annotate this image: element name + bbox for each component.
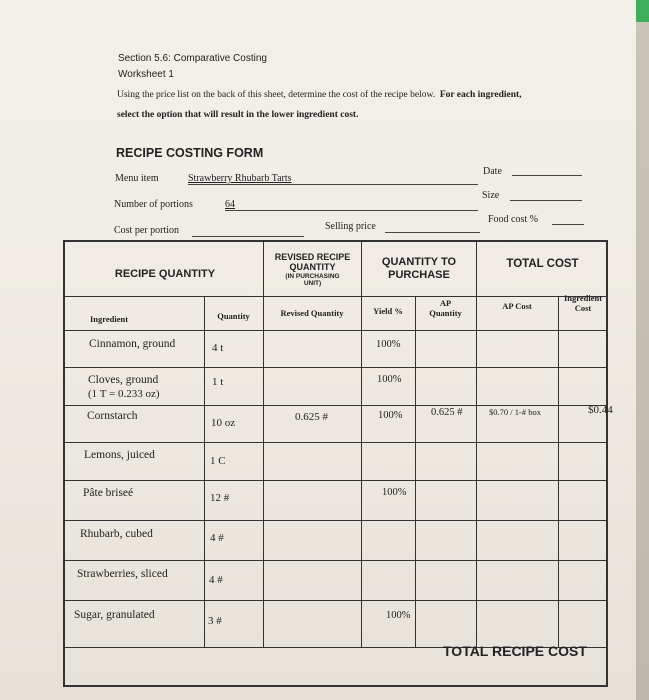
date-label: Date xyxy=(483,166,502,177)
row-ingredient: Cornstarch xyxy=(87,410,138,422)
col-revised-quantity: Revised Quantity xyxy=(280,308,344,318)
row-quantity: 10 oz xyxy=(211,417,236,429)
grid-line xyxy=(63,442,608,443)
row-ingredient: Strawberries, sliced xyxy=(77,568,168,580)
row-ap-cost: $0.70 / 1-# box xyxy=(489,407,541,417)
col-ingredient-cost: Ingredient Cost xyxy=(563,293,603,313)
selling-price-underline xyxy=(385,232,480,233)
header-recipe-quantity: RECIPE QUANTITY xyxy=(114,268,216,280)
size-underline xyxy=(510,200,582,201)
grid-line xyxy=(263,240,264,647)
portions-value: 64 xyxy=(225,199,235,210)
page-edge xyxy=(636,0,649,700)
row-ingredient-cost: $0.44 xyxy=(588,404,613,416)
size-label: Size xyxy=(482,190,500,201)
row-ap-quantity: 0.625 # xyxy=(431,407,463,418)
row-quantity: 1 C xyxy=(210,455,226,467)
grid-line xyxy=(63,296,608,297)
col-ingredient: Ingredient xyxy=(90,314,129,324)
col-yield: Yield % xyxy=(373,306,403,316)
row-yield: 100% xyxy=(376,339,401,350)
cost-per-portion-underline xyxy=(192,236,304,237)
food-cost-label: Food cost % xyxy=(488,214,538,225)
row-quantity: 4 # xyxy=(209,574,223,586)
food-cost-underline xyxy=(552,224,584,225)
row-ingredient: Lemons, juiced xyxy=(84,449,155,461)
row-quantity: 3 # xyxy=(208,615,222,627)
total-recipe-cost-label: TOTAL RECIPE COST xyxy=(443,643,587,659)
row-quantity: 12 # xyxy=(210,492,230,504)
menu-item-value: Strawberry Rhubarb Tarts xyxy=(188,173,292,184)
grid-line xyxy=(415,296,416,647)
row-ingredient-note: (1 T = 0.233 oz) xyxy=(88,388,160,400)
row-yield: 100% xyxy=(386,610,411,621)
row-quantity: 4 # xyxy=(210,532,224,544)
date-underline xyxy=(512,175,582,176)
grid-line xyxy=(63,330,608,331)
row-ingredient: Sugar, granulated xyxy=(74,609,155,621)
row-yield: 100% xyxy=(377,374,402,385)
row-quantity: 1 t xyxy=(212,376,224,388)
row-yield: 100% xyxy=(378,410,403,421)
form-title: RECIPE COSTING FORM xyxy=(116,146,264,160)
row-ingredient: Cinnamon, ground xyxy=(89,338,176,350)
row-ingredient: Rhubarb, cubed xyxy=(80,528,153,540)
header-total-cost: TOTAL COST xyxy=(506,258,579,270)
grid-line xyxy=(558,296,559,647)
grid-line xyxy=(63,367,608,368)
col-ap-cost: AP Cost xyxy=(502,301,532,311)
grid-line xyxy=(63,560,608,561)
row-revised-quantity: 0.625 # xyxy=(295,411,328,423)
section-title: Section 5.6: Comparative Costing xyxy=(118,53,267,64)
header-quantity-to-purchase: QUANTITY TO PURCHASE xyxy=(381,256,457,281)
grid-line xyxy=(63,480,608,481)
cost-per-portion-label: Cost per portion xyxy=(114,225,179,236)
menu-item-label: Menu item xyxy=(115,173,159,184)
row-ingredient: Cloves, ground xyxy=(88,374,159,386)
menu-item-underline xyxy=(188,184,478,185)
grid-line xyxy=(63,405,608,406)
selling-price-label: Selling price xyxy=(325,221,376,232)
col-ap-quantity: AP Quantity xyxy=(429,298,462,318)
header-revised-recipe-quantity: REVISED RECIPE QUANTITY (IN PURCHASING UNIT) xyxy=(274,252,351,288)
col-quantity: Quantity xyxy=(217,311,250,321)
grid-line xyxy=(63,520,608,521)
row-yield: 100% xyxy=(382,487,407,498)
row-quantity: 4 t xyxy=(212,342,224,354)
worksheet-label: Worksheet 1 xyxy=(118,69,174,80)
grid-line xyxy=(204,296,205,647)
grid-line xyxy=(63,600,608,601)
row-ingredient: Pâte briseé xyxy=(83,487,134,499)
instructions-line2: select the option that will result in the lower ingredient cost. xyxy=(117,110,359,120)
instructions-line1: Using the price list on the back of this sheet, determine the cost of the recipe below. For each ingredient, xyxy=(117,90,522,100)
grid-line xyxy=(361,240,362,647)
portions-underline xyxy=(225,210,478,211)
portions-label: Number of portions xyxy=(114,199,193,210)
